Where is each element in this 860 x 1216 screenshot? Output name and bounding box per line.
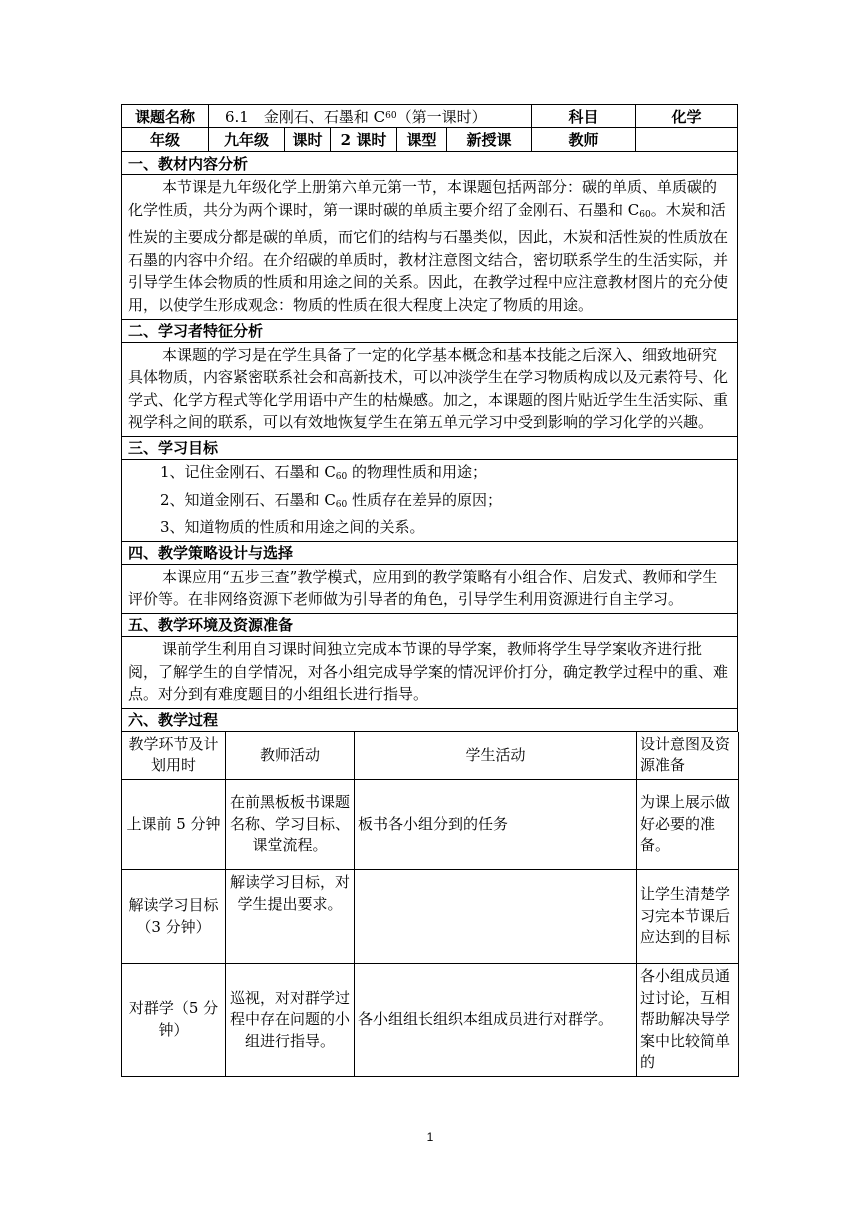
cell-design-intent: 让学生清楚学习完本节课后应达到的目标 — [637, 870, 739, 964]
page-number: 1 — [426, 1130, 434, 1144]
section-heading-environment-resources: 五、教学环境及资源准备 — [121, 614, 738, 637]
label-grade: 年级 — [122, 128, 209, 151]
label-hours: 课时 — [285, 128, 331, 151]
section-body-environment-resources: 课前学生利用自习课时间独立完成本节课的导学案，教师将学生导学案收齐进行批阅，了解学生的自学情况，对各小组完成导学案的情况评价打分，确定教学过程中的重、难点。对分到有难度题目的小组组长进行指导。 — [121, 637, 738, 709]
section-heading-learner-analysis: 二、学习者特征分析 — [121, 320, 738, 343]
goal-item-2: 2、知道金刚石、石墨和 $C_{60}$ 性质存在差异的原因； — [160, 490, 503, 510]
cell-stage: 对群学（5 分钟） — [122, 964, 226, 1077]
label-subject: 科目 — [532, 105, 636, 127]
table-row — [122, 780, 739, 870]
goal-item-3: 3、知道物质的性质和用途之间的关系。 — [160, 518, 425, 537]
section-heading-textbook-analysis: 一、教材内容分析 — [121, 152, 738, 175]
section-heading-learning-goals: 三、学习目标 — [121, 437, 738, 460]
table-row — [122, 870, 739, 964]
table-header-row — [122, 732, 739, 780]
lesson-plan-sheet — [121, 104, 738, 1077]
teacher-value — [636, 128, 737, 151]
cell-stage: 解读学习目标（3 分钟） — [122, 870, 226, 964]
goal-item-1: 1、记住金刚石、石墨和 $C_{60}$ 的物理性质和用途； — [160, 462, 488, 482]
teaching-process-table — [121, 732, 739, 1077]
label-teacher: 教师 — [532, 128, 636, 151]
grade-value: 九年级 — [209, 128, 285, 151]
cell-student-activity — [355, 870, 637, 964]
cell-design-intent: 为课上展示做好必要的准备。 — [637, 780, 739, 870]
lesson-type-value: 新授课 — [447, 128, 532, 151]
label-lesson-type: 课型 — [397, 128, 447, 151]
cell-stage: 上课前 5 分钟 — [122, 780, 226, 870]
cell-teacher-activity: 在前黑板板书课题名称、学习目标、课堂流程。 — [226, 780, 355, 870]
header-row-meta — [121, 128, 738, 152]
cell-teacher-activity: 巡视，对对群学过程中存在问题的小组进行指导。 — [226, 964, 355, 1077]
label-lesson-title: 课题名称 — [122, 105, 209, 127]
column-header-teacher-activity: 教师活动 — [226, 732, 355, 780]
section-body-teaching-strategy: 本课应用“五步三查”教学模式，应用到的教学策略有小组合作、启发式、教师和学生评价等。在非网络资源下老师做为引导者的角色，引导学生利用资源进行自主学习。 — [121, 565, 738, 614]
header-row-title — [121, 104, 738, 128]
hours-value: 2 课时 — [331, 128, 397, 151]
cell-design-intent: 各小组成员通过讨论，互相帮助解决导学案中比较简单的 — [637, 964, 739, 1077]
section-heading-teaching-process: 六、教学过程 — [121, 709, 738, 732]
lesson-title: 6.1 金刚石、石墨和 C 60 （第一课时） — [209, 105, 532, 127]
column-header-design-intent: 设计意图及资源准备 — [637, 732, 739, 780]
cell-teacher-activity: 解读学习目标，对学生提出要求。 — [226, 870, 355, 964]
column-header-stage: 教学环节及计划用时 — [122, 732, 226, 780]
column-header-student-activity: 学生活动 — [355, 732, 637, 780]
section-body-learner-analysis: 本课题的学习是在学生具备了一定的化学基本概念和基本技能之后深入、细致地研究具体物质，内容紧密联系社会和高新技术，可以冲淡学生在学习物质构成以及元素符号、化学式、化学方程式等化学用语中产生的枯燥感。加之，本课题的图片贴近学生生活实际、重视学科之间的联系，可以有效地恢复学生在第五单元学习中受到影响的学习化学的兴趣。 — [121, 343, 738, 437]
cell-student-activity: 板书各小组分到的任务 — [355, 780, 637, 870]
table-row — [122, 964, 739, 1077]
section-body-textbook-analysis: 本节课是九年级化学上册第六单元第一节，本课题包括两部分：碳的单质、单质碳的化学性质，共分为两个课时，第一课时碳的单质主要介绍了金刚石、石墨和 $C_{60}$。木炭和活性炭的主要成分都是碳的单质，而它们的结构与石墨类似，因此，木炭和活性炭的性质放在石墨的内容中介绍。在介绍碳的单质时，教材注意图文结合，密切联系学生的生活实际，并引导学生体会物质的性质和用途之间的关系。因此，在教学过程中应注意教材图片的充分使用，以使学生形成观念：物质的性质在很大程度上决定了物质的用途。 — [121, 175, 738, 320]
section-heading-teaching-strategy: 四、教学策略设计与选择 — [121, 542, 738, 565]
section-body-learning-goals — [121, 460, 738, 542]
subject-value: 化学 — [671, 107, 702, 126]
cell-student-activity: 各小组组长组织本组成员进行对群学。 — [355, 964, 637, 1077]
